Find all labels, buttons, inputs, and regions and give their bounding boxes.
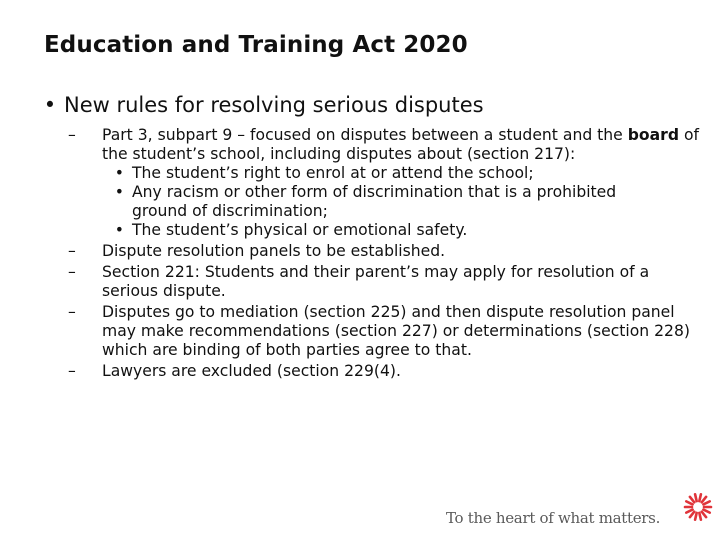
bullet-dot-icon: •: [43, 93, 57, 117]
dash-icon: –: [68, 303, 76, 321]
logo-ray: [695, 494, 697, 501]
dash-icon: –: [68, 263, 76, 281]
dash-icon: –: [68, 362, 76, 380]
text-post: of the student’s school, including disputes about (section 217):: [102, 126, 699, 163]
list-item: [64, 263, 704, 301]
nested-list-item: [102, 183, 704, 221]
logo-ray: [686, 501, 692, 504]
list-item-text: Lawyers are excluded (section 229(4).: [102, 362, 401, 380]
nested-list-item: [102, 164, 704, 183]
main-bullet-text: New rules for resolving serious disputes: [64, 93, 484, 117]
list-item-text: Dispute resolution panels to be established.: [102, 242, 446, 260]
bullet-dot-icon: •: [114, 164, 124, 182]
list-item: [64, 362, 704, 381]
nested-item-text: Any racism or other form of discrimination that is a prohibited ground of discrimination;: [132, 183, 617, 220]
bullet-dot-icon: •: [114, 183, 124, 201]
starburst-logo-icon: [683, 492, 713, 522]
logo-ray: [695, 513, 697, 520]
dash-icon: –: [68, 126, 76, 144]
text-pre: Part 3, subpart 9 – focused on disputes between a student and the: [102, 126, 628, 144]
sub-points: [64, 126, 704, 381]
bullet-dot-icon: •: [114, 221, 124, 239]
main-bullet: [36, 93, 700, 117]
nested-list-item: [102, 221, 704, 240]
text-bold: board: [627, 126, 679, 144]
logo-ray: [699, 513, 701, 520]
list-item-text: [102, 126, 704, 164]
logo-ray: [702, 512, 706, 517]
list-item-text: Section 221: Students and their parent’s may apply for resolution of a serious dispute.: [102, 263, 650, 300]
dash-icon: –: [68, 242, 76, 260]
logo-ray: [703, 501, 709, 504]
logo-ray: [703, 510, 709, 513]
nested-item-text: The student’s right to enrol at or attend the school;: [132, 164, 534, 182]
slide-title: Education and Training Act 2020: [44, 32, 468, 58]
logo-ray: [690, 497, 694, 502]
logo-ray: [699, 494, 701, 501]
logo-ray: [686, 510, 692, 513]
list-item: [64, 242, 704, 261]
nested-item-text: The student’s physical or emotional safety.: [132, 221, 468, 239]
logo-ray: [702, 497, 706, 502]
logo-ray: [690, 512, 694, 517]
nested-list: [102, 164, 704, 240]
footer-tagline: To the heart of what matters.: [446, 509, 661, 527]
list-item-text: Disputes go to mediation (section 225) and then dispute resolution panel may make recommendations (section 227) or determinations (section 228) which are binding of both parties agree to that.: [102, 303, 690, 359]
list-item: [64, 126, 704, 164]
list-item: [64, 303, 704, 360]
